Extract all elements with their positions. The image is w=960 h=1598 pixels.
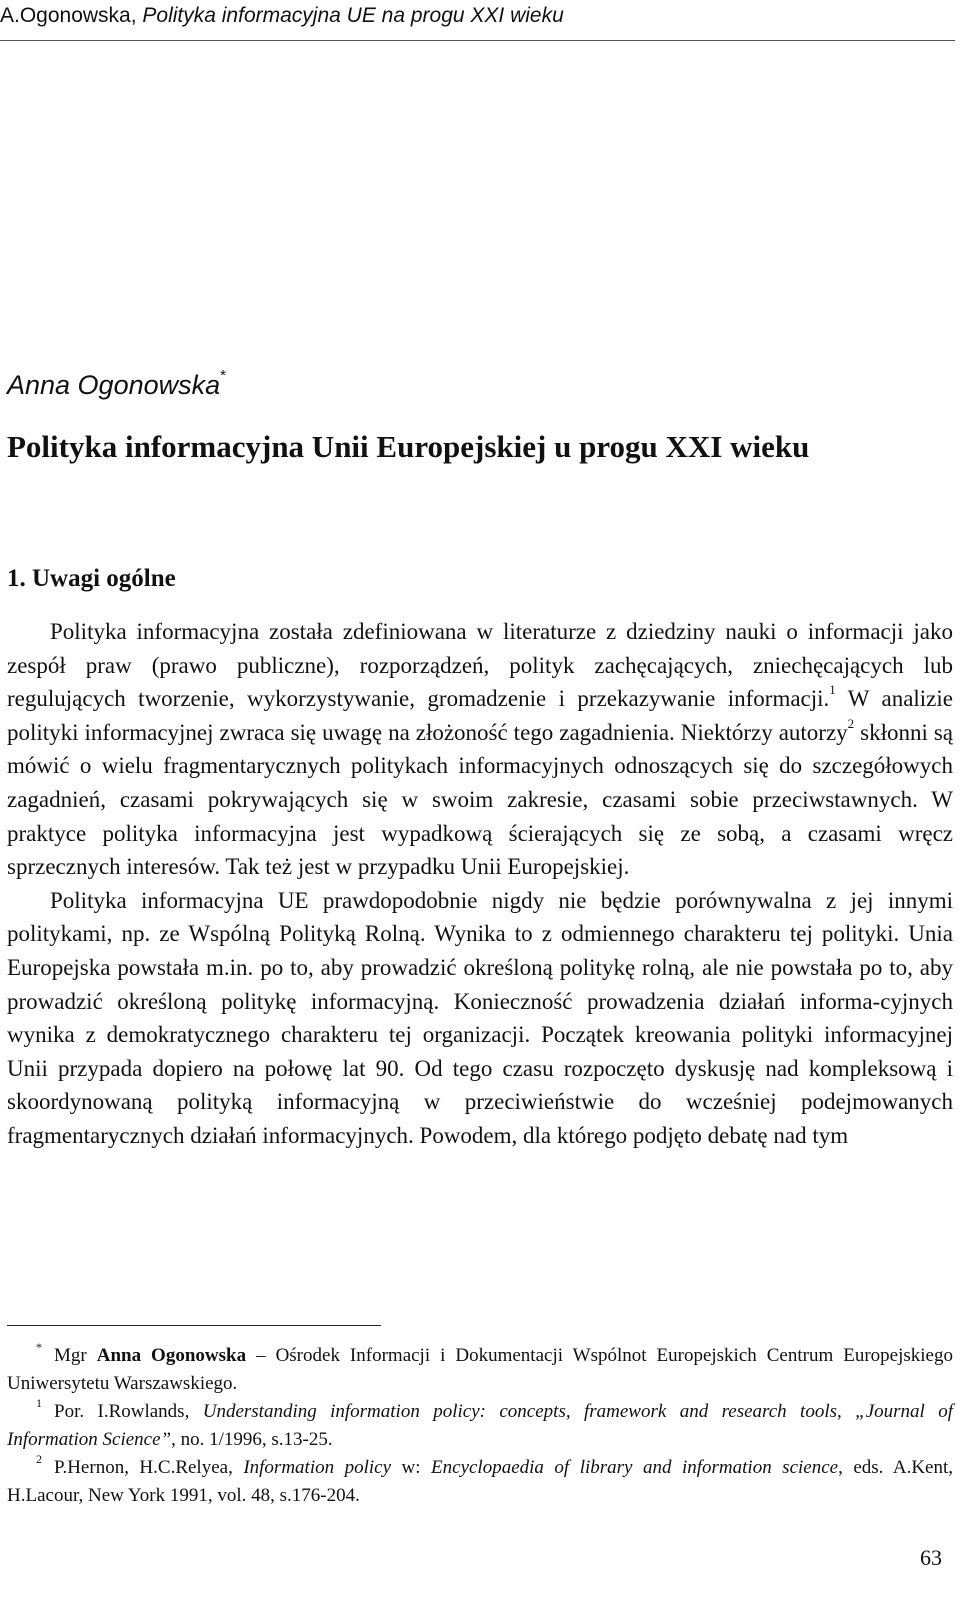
footnote-book-title: Encyclopaedia of library and information science <box>431 1457 839 1478</box>
page-number: 63 <box>920 1545 942 1570</box>
footnote-mark: * <box>36 1340 42 1354</box>
footnote-mark: 1 <box>36 1396 42 1410</box>
footnote-separator <box>7 1325 381 1326</box>
author-footnote-mark: * <box>220 367 226 384</box>
footnote-text: w: <box>391 1457 432 1478</box>
footnote-cited-title: Understanding information policy: concepts, framework and research tools <box>202 1401 838 1422</box>
footnote-1 <box>7 1398 953 1454</box>
paragraph-1-part-1: Polityka informacyjna została zdefiniowana w literaturze z dziedziny nauki o informacji jako zespół praw (prawo publiczne), rozporządzeń, polityk zachęcających, zniechęcających lub regulujących tworzenie, wykorzystywanie, gromadzenie i przekazywanie informacji. <box>7 619 953 712</box>
article-author <box>7 368 226 402</box>
footnote-mark: 2 <box>36 1452 42 1466</box>
footnote-author <box>7 1342 953 1398</box>
section-heading: 1. Uwagi ogólne <box>7 565 176 592</box>
footnote-text: , eds. A.Kent, H.Lacour, New York 1991, vol. 48, s.176-204. <box>7 1457 954 1506</box>
footnotes <box>7 1342 953 1510</box>
header-author: A.Ogonowska, <box>0 4 143 27</box>
footnote-text: , no. 1/1996, s.13-25. <box>171 1429 333 1450</box>
paragraph-2: Polityka informacyjna UE prawdopodobnie nigdy nie będzie porównywalna z jej innymi politykami, np. ze Wspólną Polityką Rolną. Wynika to z odmiennego charakteru tej polityki. Unia Europejska powstała m.in. po to, aby prowadzić określoną politykę rolną, ale nie powstała po to, aby prowadzić określoną politykę informacyjną. Konieczność prowadzenia działań informa-cyjnych wynika z demokratycznego charakteru tej organizacji. Początek kreowania polityki informacyjnej Unii przypada dopiero na połowę lat 90. Od tego czasu rozpoczęto dyskusję nad kompleksową i skoordynowaną polityką informacyjną w przeciwieństwie do wcześniej podejmowanych fragmentarycznych działań informacyjnych. Powodem, dla którego podjęto debatę nad tym <box>7 887 953 1148</box>
running-header <box>0 0 955 41</box>
footnote-author-name: Anna Ogonowska <box>96 1345 247 1366</box>
footnote-text: P.Hernon, H.C.Relyea, <box>54 1457 244 1478</box>
article-title: Polityka informacyjna Unii Europejskiej u progu XXI wieku <box>7 429 810 464</box>
body-text <box>7 615 953 1153</box>
paragraph-1-part-3: skłonni są mówić o wielu fragmentarycznych politykach informacyjnych odnoszących się do szczegółowych zagadnień, czasami pokrywających się w swoim zakresie, czasami sobie przeciwstawnych. W praktyce polityka informacyjna jest wypadkową ścierających się ze sobą, a czasami wręcz sprzecznych interesów. Tak też jest w przypadku Unii Europejskiej. <box>7 719 953 880</box>
footnote-text: Por. I.Rowlands, <box>54 1401 203 1422</box>
footnote-ref-2: 2 <box>847 715 855 731</box>
header-journal-title: Polityka informacyjna UE na progu XXI wieku <box>142 4 564 27</box>
footnote-text: , <box>837 1401 856 1422</box>
footnote-2 <box>7 1454 953 1510</box>
footnote-cited-title: Information policy <box>243 1457 392 1478</box>
footnote-ref-1: 1 <box>829 682 836 698</box>
author-name: Anna Ogonowska <box>7 370 221 400</box>
footnote-text: Mgr <box>54 1345 97 1366</box>
footnote-text: – Ośrodek Informacji i Dokumentacji Wspólnot Europejskich Centrum Europejskiego Uniwersytetu Warszawskiego. <box>7 1345 953 1394</box>
paragraph-1 <box>7 615 953 884</box>
footnote-journal: „Journal of Information Science” <box>7 1401 953 1450</box>
paragraph-1-part-2: W analizie polityki informacyjnej zwraca się uwagę na złożoność tego zagadnienia. Niektórzy autorzy <box>7 686 953 745</box>
